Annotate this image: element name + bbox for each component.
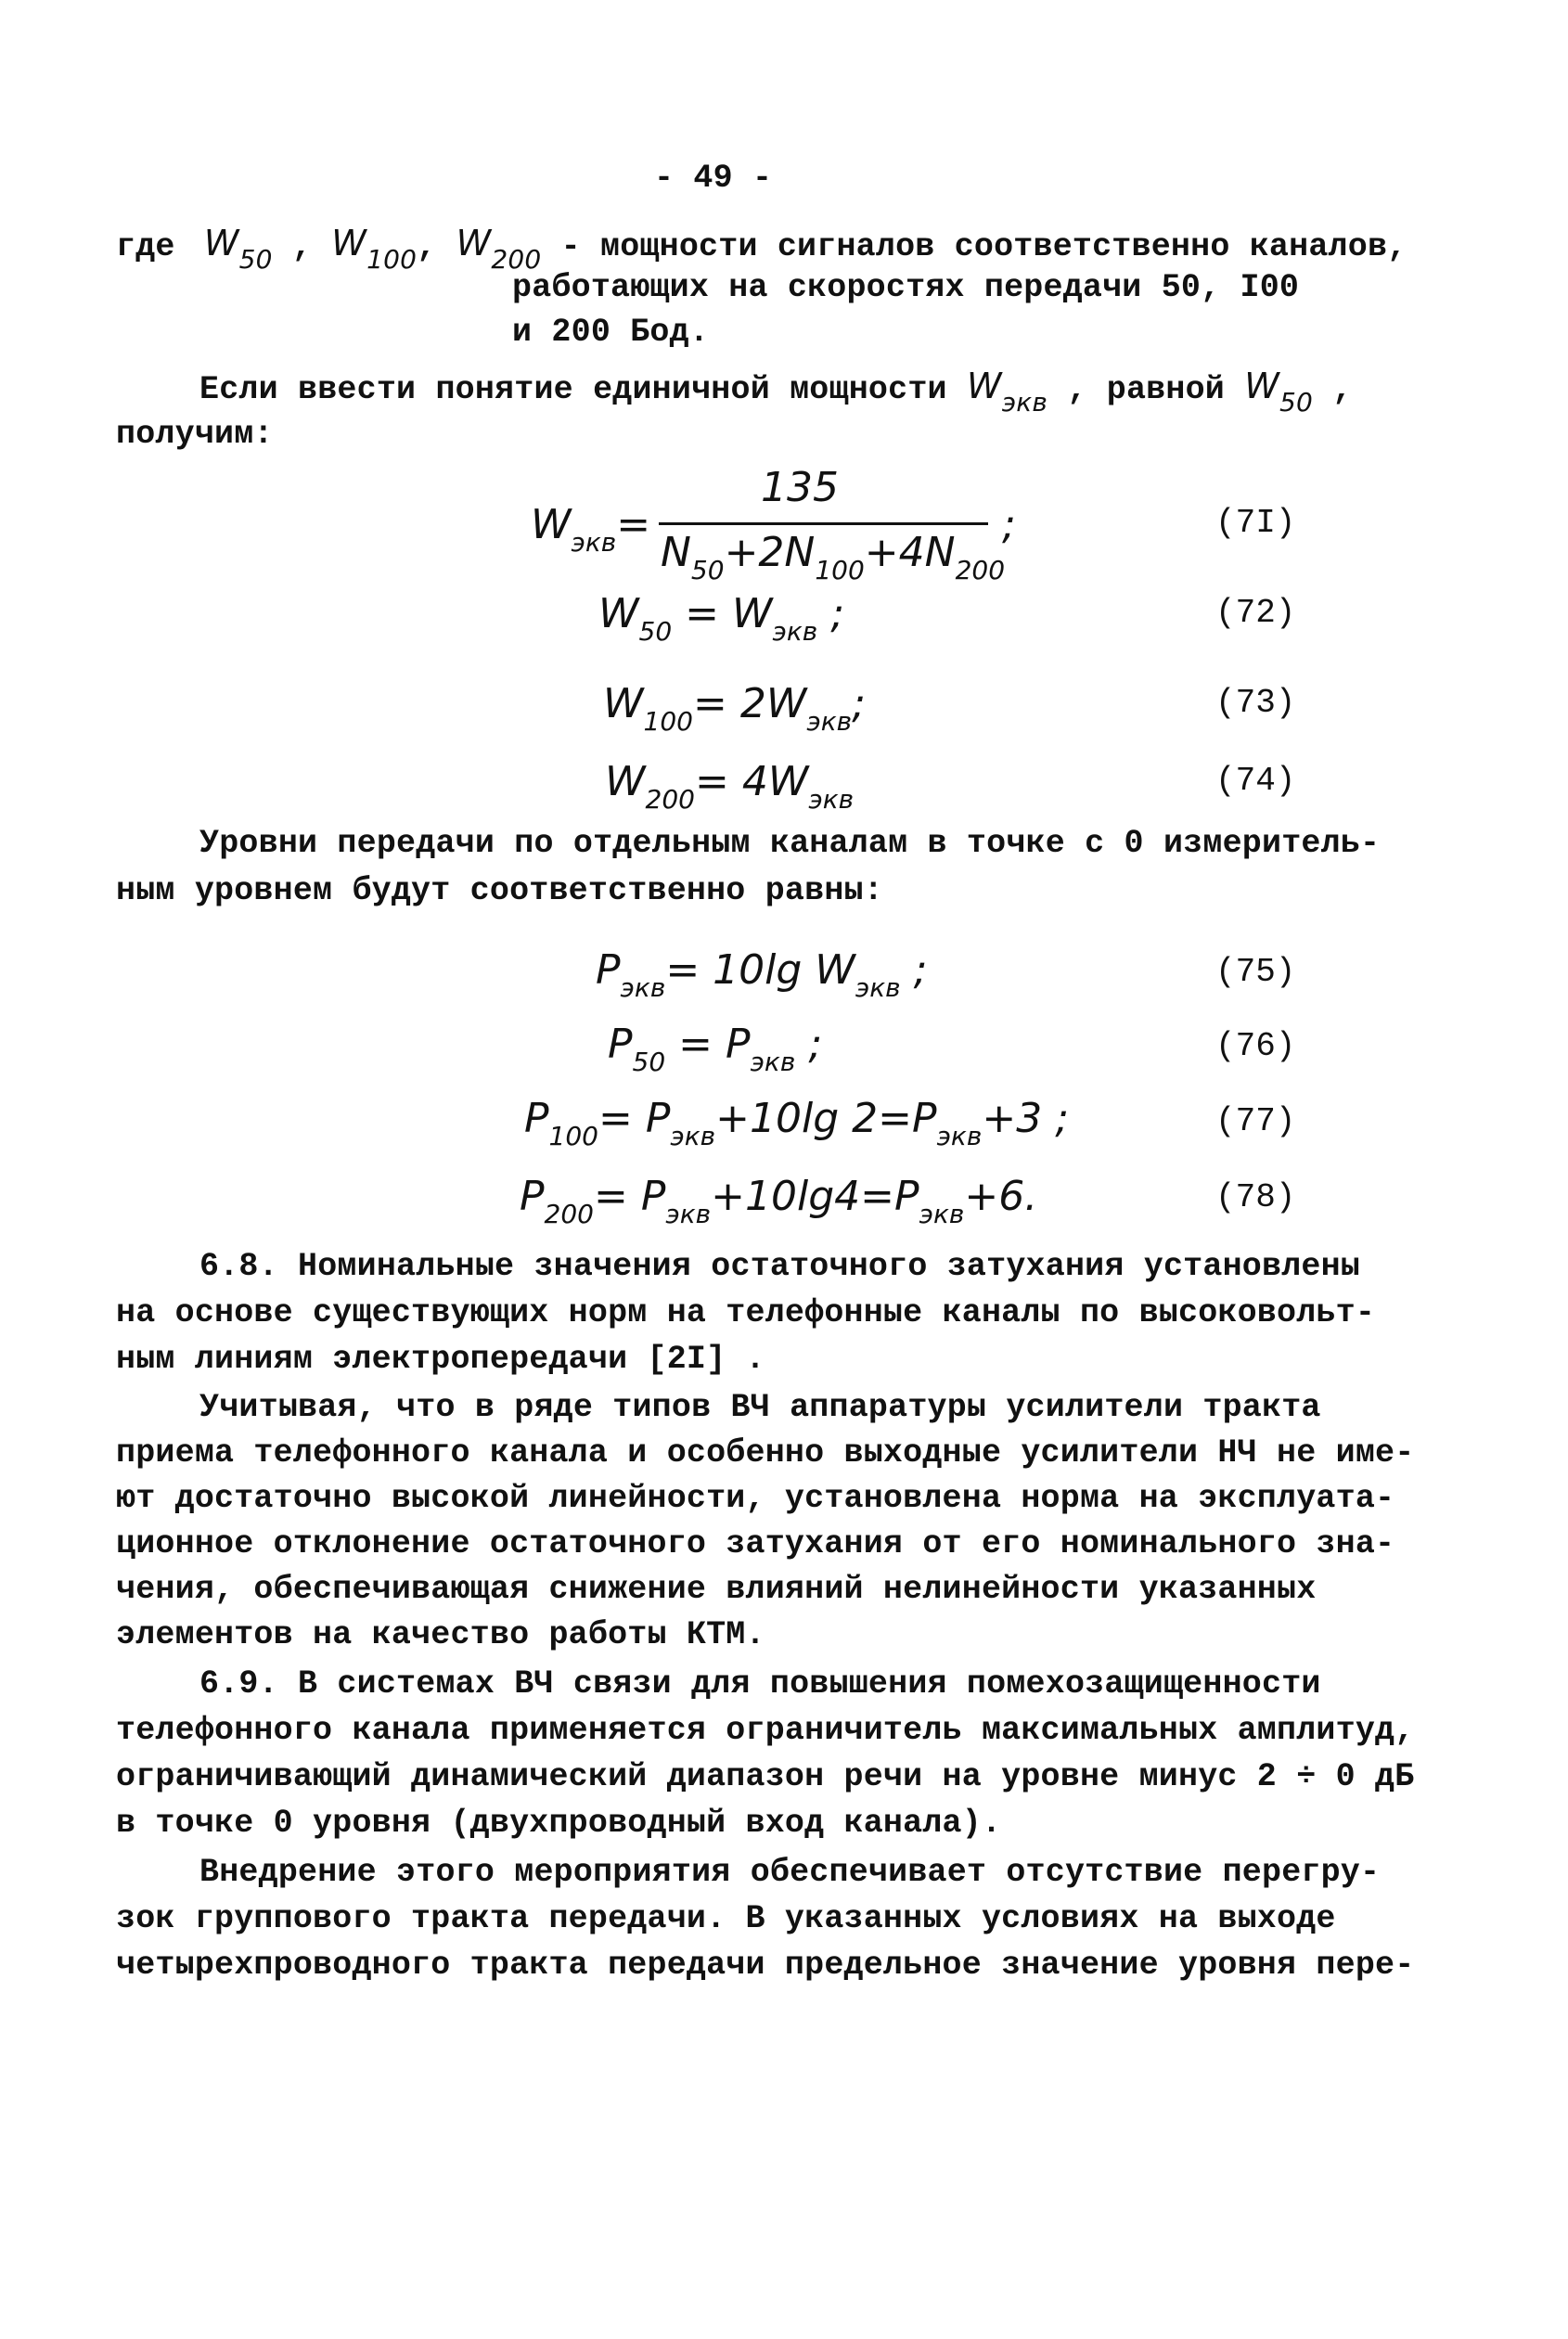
para4-line-2: приема телефонного канала и особенно выходные усилители НЧ не име- — [116, 1434, 1415, 1472]
para4-line-5: чения, обеспечивающая снижение влияний нелинейности указанных — [116, 1571, 1317, 1608]
intro-text-1: - мощности сигналов соответственно каналов, — [560, 228, 1407, 265]
intro-line-3: и 200 Бод. — [512, 314, 710, 351]
intro-where: где — [116, 228, 175, 265]
eq71-lhs: $W_{экв}=$ — [531, 501, 651, 558]
eq78-body: $P_{200}= P_{экв}+10\lg 4=P_{экв}+6$. — [520, 1173, 1038, 1229]
eq72-body: $W_{50} = W_{экв}$ ; — [598, 590, 845, 647]
eq76-number: (76) — [1215, 1027, 1296, 1065]
para1-line-2: получим: — [116, 416, 274, 453]
para3-line-1: 6.8. Номинальные значения остаточного затухания установлены — [199, 1248, 1361, 1285]
eq73-number: (73) — [1215, 684, 1296, 722]
eq74-body: $W_{200}= 4W_{экв}$ — [605, 758, 855, 815]
eq75-number: (75) — [1215, 953, 1296, 991]
eq74-number: (74) — [1215, 762, 1296, 800]
para5-line-3: ограничивающий динамический диапазон речи на уровне минус 2 ÷ 0 дБ — [116, 1758, 1415, 1795]
para4-line-6: элементов на качество работы КТМ. — [116, 1616, 765, 1653]
intro-line-1: где $W_{50}$ , $W_{100}$, $W_{200}$ - мощности сигналов соответственно каналов, — [116, 223, 1407, 275]
para5-line-4: в точке 0 уровня (двухпроводный вход канала). — [116, 1805, 1002, 1842]
para1-line-1: Если ввести понятие единичной мощности $W_{экв}$ , равной $W_{50}$ , — [199, 366, 1353, 418]
eq77-body: $P_{100}= P_{экв}+10\lg$ $2=P_{экв}+3$ ; — [524, 1095, 1070, 1151]
para4-line-1: Учитывая, что в ряде типов ВЧ аппаратуры усилители тракта — [199, 1389, 1321, 1426]
intro-line-2: работающих на скоростях передачи 50, I00 — [512, 269, 1300, 306]
eq78-number: (78) — [1215, 1178, 1296, 1216]
para2-line-1: Уровни передачи по отдельным каналам в точке с 0 измеритель- — [199, 825, 1381, 862]
para6-line-1: Внедрение этого мероприятия обеспечивает отсутствие перегру- — [199, 1854, 1381, 1891]
eq71-numerator: 135 — [761, 464, 839, 511]
w100-symbol: $W_{100}$ — [331, 223, 418, 275]
para5-line-1: 6.9. В системах ВЧ связи для повышения помехозащищенности — [199, 1665, 1321, 1703]
w200-symbol: $W_{200}$ — [456, 223, 542, 275]
para4-line-3: ют достаточно высокой линейности, установлена норма на эксплуата- — [116, 1480, 1395, 1517]
page-number: - 49 - — [654, 160, 773, 197]
eq77-number: (77) — [1215, 1102, 1296, 1140]
para3-line-3: ным линиям электропередачи [2I] . — [116, 1341, 765, 1378]
para6-line-3: четырехпроводного тракта передачи предельное значение уровня пере- — [116, 1947, 1415, 1984]
eq72-number: (72) — [1215, 594, 1296, 632]
eq71-denominator: $N_{50}+2N_{100}+4N_{200}$ — [661, 529, 1006, 585]
para5-line-2: телефонного канала применяется ограничитель максимальных амплитуд, — [116, 1712, 1415, 1749]
eq71-number: (7I) — [1215, 504, 1296, 542]
eq73-body: $W_{100}= 2W_{экв}$; — [603, 680, 866, 737]
para3-line-2: на основе существующих норм на телефонные каналы по высоковольт- — [116, 1294, 1376, 1331]
para2-line-2: ным уровнем будут соответственно равны: — [116, 872, 883, 909]
w50-symbol: $W_{50}$ — [203, 223, 273, 275]
para6-line-2: зок группового тракта передачи. В указанных условиях на выходе — [116, 1900, 1336, 1937]
para4-line-4: ционное отклонение остаточного затухания от его номинального зна- — [116, 1525, 1395, 1562]
wekv-symbol: $W_{экв}$ — [966, 366, 1048, 418]
eq71-semicolon: ; — [1002, 501, 1016, 548]
eq75-body: $P_{экв}= 10\lg$ $W_{экв}$ ; — [596, 946, 928, 1003]
w50-symbol-2: $W_{50}$ — [1244, 366, 1314, 418]
eq71-fraction-bar — [659, 522, 988, 525]
eq76-body: $P_{50} = P_{экв}$ ; — [608, 1021, 823, 1077]
